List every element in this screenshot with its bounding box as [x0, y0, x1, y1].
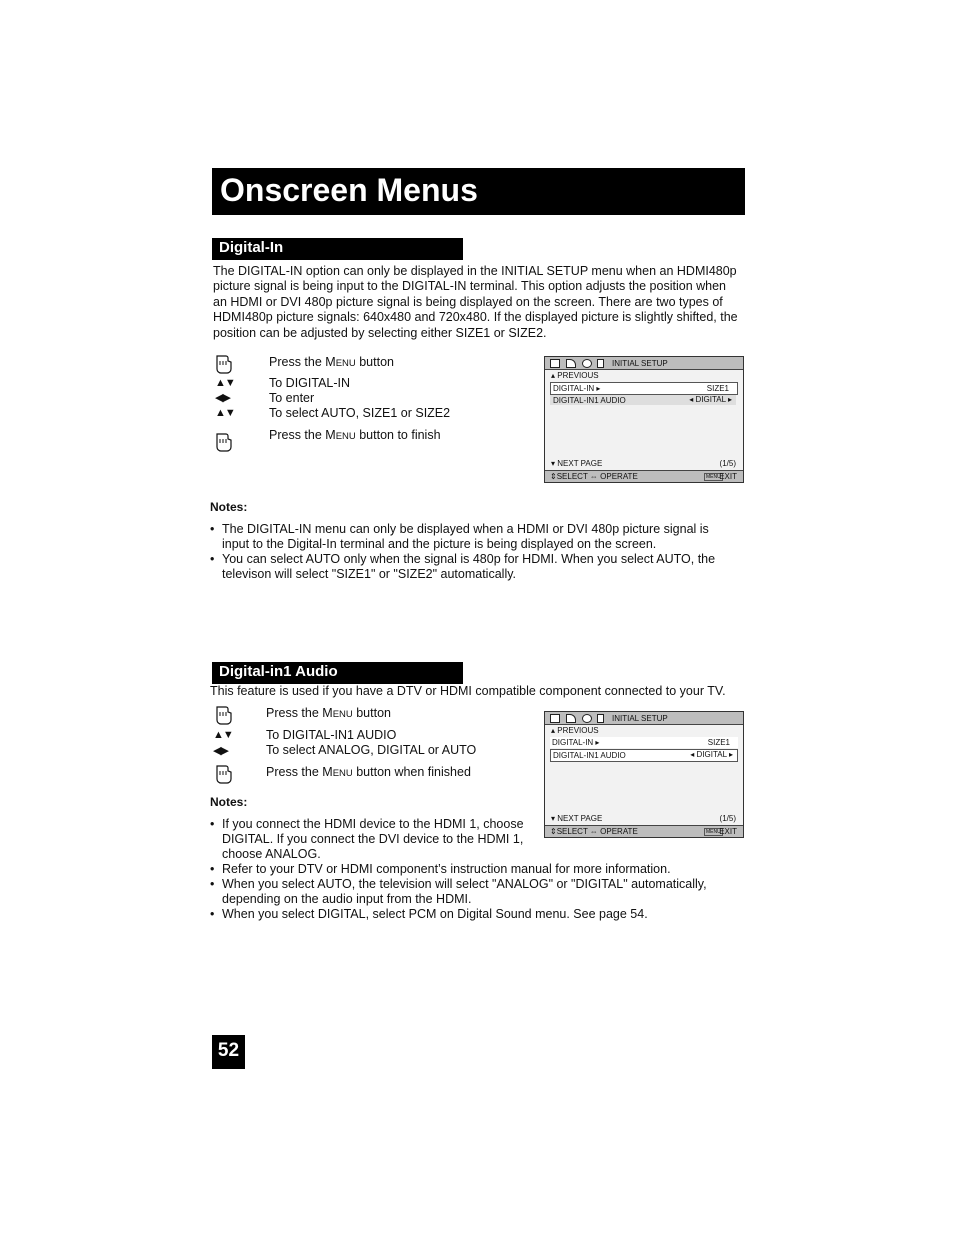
- screen-page-indicator: (1/5): [719, 814, 736, 823]
- menu-screen-initial-setup: [544, 356, 744, 483]
- picture-icon: [550, 359, 560, 368]
- sound-icon: [566, 359, 576, 368]
- list-item: • Refer to your DTV or HDMI component’s instruction manual for more information.: [210, 862, 750, 877]
- section-heading-text: Digital-in1 Audio: [219, 663, 338, 680]
- section1-paragraph: [213, 264, 753, 341]
- clock-icon: [582, 359, 592, 368]
- page-title: Onscreen Menus: [220, 172, 478, 208]
- paragraph-line: position can be adjusted by selecting either SIZE1 or SIZE2.: [213, 325, 547, 340]
- screen-title: INITIAL SETUP: [612, 359, 668, 368]
- list-item: • If you connect the HDMI device to the HDMI 1, choose DIGITAL. If you connect the DVI device to the HDMI 1, choose ANALOG.: [210, 817, 750, 862]
- notes-list: [210, 522, 740, 582]
- step-press-menu: Press the MENU button: [266, 706, 391, 720]
- screen-bottom-bar: ⇕SELECT ⇔ OPERATE MENU EXIT: [545, 825, 743, 837]
- paragraph-line: picture signal is being input to the DIGITAL-IN terminal. This option adjusts the position when: [213, 279, 727, 294]
- step-press-menu-finished: Press the MENU button when finished: [266, 765, 471, 779]
- list-item: • When you select DIGITAL, select PCM on Digital Sound menu. See page 54.: [210, 907, 750, 922]
- remote-hand-icon: [213, 431, 235, 453]
- up-down-arrows-icon: ▲▼: [215, 377, 235, 389]
- screen-bottom-bar: ⇕SELECT ⇔ OPERATE MENU EXIT: [545, 470, 743, 482]
- list-item: • When you select AUTO, the television will select "ANALOG" or "DIGITAL" automatically, depending on the audio input from the HDMI.: [210, 877, 750, 907]
- section-heading-text: Digital-In: [219, 239, 284, 256]
- screen-row-digital-in1-audio: DIGITAL-IN1 AUDIO ◂ DIGITAL ▸: [550, 749, 738, 762]
- screen-row-digital-in: DIGITAL-IN ▸ SIZE1: [550, 737, 738, 748]
- step-to-digital-in1-audio: To DIGITAL-IN1 AUDIO: [266, 728, 397, 742]
- picture-icon: [550, 714, 560, 723]
- screen-top-bar: [545, 357, 743, 370]
- screen-row-digital-in: DIGITAL-IN ▸ SIZE1: [550, 382, 738, 395]
- paragraph-line: HDMI480p picture signals: 640x480 and 720x480. If the displayed picture is slightly shifted, the: [213, 310, 738, 325]
- step-press-menu-finish: Press the MENU button to finish: [269, 428, 441, 442]
- up-down-arrows-icon: ▲▼: [213, 729, 233, 741]
- paragraph-line: an HDMI or DVI 480p picture signal is being displayed on the screen. There are two types of: [213, 294, 723, 309]
- page-number: 52: [217, 1040, 240, 1061]
- step-to-digital-in: To DIGITAL-IN: [269, 376, 351, 390]
- sound-icon: [566, 714, 576, 723]
- screen-previous: ▴ PREVIOUS: [551, 371, 599, 380]
- notes-list: [210, 817, 750, 922]
- list-item: • The DIGITAL-IN menu can only be displayed when a HDMI or DVI 480p picture signal is input to the Digital-In terminal and the picture is being displayed on the screen.: [210, 522, 740, 552]
- remote-hand-icon: [213, 704, 235, 726]
- screen-page-indicator: (1/5): [719, 459, 736, 468]
- screen-next-page: ▾ NEXT PAGE: [551, 814, 603, 823]
- step-select-analog-digital-auto: To select ANALOG, DIGITAL or AUTO: [266, 743, 477, 757]
- remote-hand-icon: [213, 353, 235, 375]
- left-right-arrows-icon: ◀▶: [215, 392, 230, 404]
- list-item: • You can select AUTO only when the signal is 480p for HDMI. When you select AUTO, the televison will select "SIZE1" or "SIZE2" automatically.: [210, 552, 740, 582]
- section2-intro: This feature is used if you have a DTV or HDMI compatible component connected to your TV.: [210, 684, 726, 698]
- left-right-arrows-icon: ◀▶: [213, 745, 228, 757]
- up-down-arrows-icon: ▲▼: [215, 407, 235, 419]
- screen-next-page: ▾ NEXT PAGE: [551, 459, 603, 468]
- notes-heading: Notes:: [210, 795, 248, 809]
- page-title-bar: [212, 168, 745, 215]
- notes-heading: Notes:: [210, 500, 248, 514]
- step-press-menu: Press the MENU button: [269, 355, 394, 369]
- setup-icon: [597, 714, 604, 723]
- step-select-size: To select AUTO, SIZE1 or SIZE2: [269, 406, 451, 420]
- step-to-enter: To enter: [269, 391, 315, 405]
- remote-hand-icon: [213, 763, 235, 785]
- clock-icon: [582, 714, 592, 723]
- screen-title: INITIAL SETUP: [612, 714, 668, 723]
- section-heading-digital-in: [212, 238, 463, 260]
- screen-top-bar: [545, 712, 743, 725]
- section-heading-digital-in1-audio: [212, 662, 463, 684]
- menu-key-icon: MENU: [706, 829, 721, 835]
- setup-icon: [597, 359, 604, 368]
- paragraph-line: The DIGITAL-IN option can only be displayed in the INITIAL SETUP menu when an HDMI480p: [213, 264, 737, 278]
- screen-previous: ▴ PREVIOUS: [551, 726, 599, 735]
- screen-row-digital-in1-audio: DIGITAL-IN1 AUDIO ◂ DIGITAL ▸: [550, 395, 736, 405]
- page-number-box: [212, 1035, 245, 1069]
- menu-key-icon: MENU: [706, 474, 721, 480]
